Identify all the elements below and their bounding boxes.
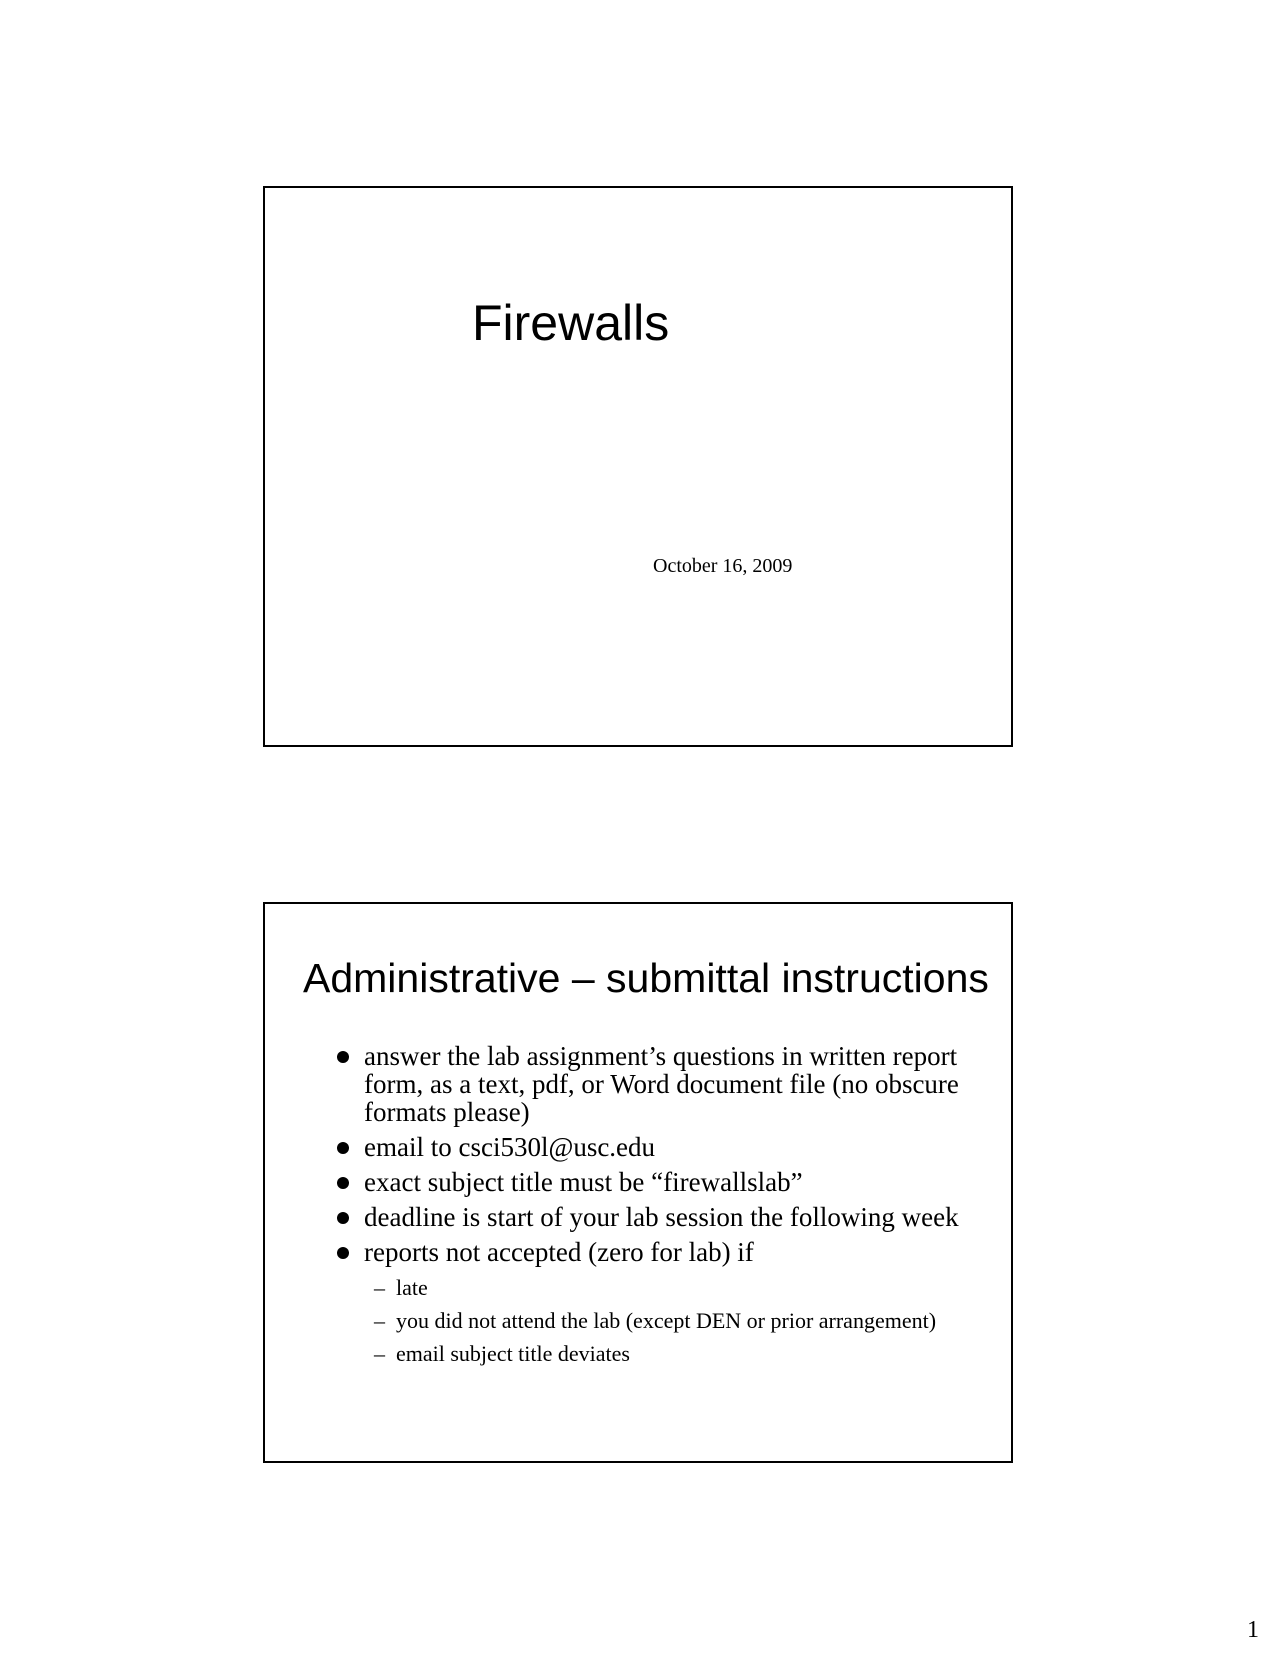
sub-bullet-list: [364, 1274, 974, 1367]
slide-2: [263, 902, 1013, 1463]
sub-bullet-item: [364, 1274, 974, 1301]
bullet-text: email to csci530l@usc.edu: [364, 1132, 656, 1162]
bullet-item: [334, 1168, 974, 1196]
bullet-text: reports not accepted (zero for lab) if: [364, 1237, 754, 1267]
bullet-dot-icon: [337, 1177, 349, 1189]
bullet-dot-icon: [337, 1142, 349, 1154]
bullet-text: deadline is start of your lab session the following week: [364, 1202, 959, 1232]
sub-bullet-item: [364, 1307, 974, 1334]
dash-icon: –: [374, 1341, 385, 1366]
sub-bullet-text: late: [396, 1275, 428, 1300]
bullet-dot-icon: [337, 1247, 349, 1259]
slide-title: Administrative – submittal instructions: [303, 955, 989, 1001]
bullet-item: [334, 1238, 974, 1367]
bullet-item: [334, 1042, 974, 1126]
dash-icon: –: [374, 1275, 385, 1300]
bullet-item: [334, 1133, 974, 1161]
bullet-list: [334, 1042, 974, 1374]
bullet-dot-icon: [337, 1212, 349, 1224]
dash-icon: –: [374, 1308, 385, 1333]
bullet-text: exact subject title must be “firewallslab”: [364, 1167, 803, 1197]
slide-date: October 16, 2009: [653, 555, 793, 577]
bullet-item: [334, 1203, 974, 1231]
sub-bullet-text: email subject title deviates: [396, 1341, 630, 1366]
page-number: 1: [1247, 1617, 1259, 1643]
bullet-text: answer the lab assignment’s questions in written report form, as a text, pdf, or Word document file (no obscure formats please): [364, 1041, 959, 1127]
sub-bullet-text: you did not attend the lab (except DEN or prior arrangement): [396, 1308, 937, 1333]
bullet-dot-icon: [337, 1051, 349, 1063]
slide-1: [263, 186, 1013, 747]
sub-bullet-item: [364, 1340, 974, 1367]
slide-title: Firewalls: [472, 295, 670, 351]
